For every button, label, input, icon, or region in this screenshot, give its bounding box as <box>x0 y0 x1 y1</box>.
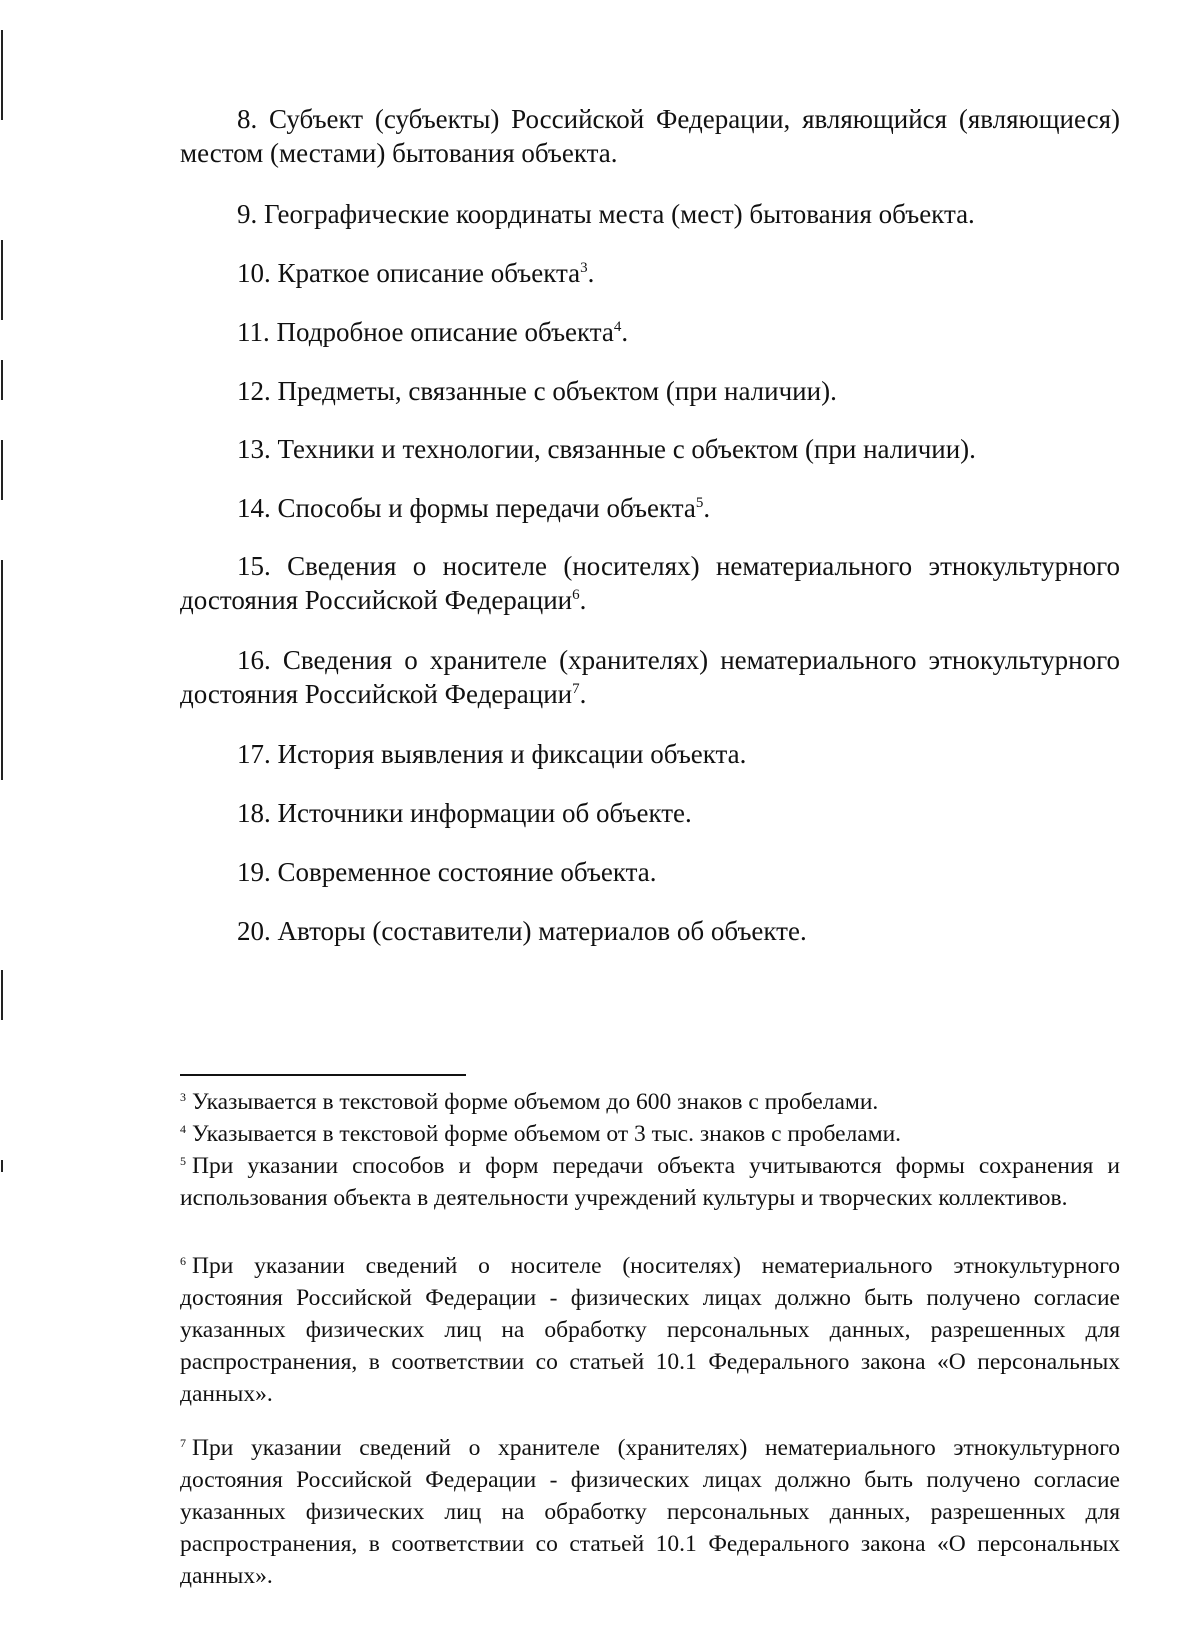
footnote-text: Указывается в текстовой форме объемом до 600 знаков с пробелами. <box>192 1089 879 1115</box>
list-item-text: 13. Техники и технологии, связанные с объектом (при наличии). <box>237 434 976 464</box>
footnote-text: Указывается в текстовой форме объемом от 3 тыс. знаков с пробелами. <box>192 1121 902 1147</box>
footnote-text: При указании способов и форм передачи объекта учитываются формы сохранения и использования объекта в деятельности учреждений культуры и творческих коллективов. <box>180 1153 1120 1211</box>
footnote-ref: 3 <box>580 260 588 276</box>
list-item-text: 17. История выявления и фиксации объекта. <box>237 739 747 769</box>
list-item-text: 8. Субъект (субъекты) Российской Федерации, являющийся (являющиеся) местом (местами) бытования объекта. <box>180 104 1120 168</box>
scan-edge-mark <box>1 30 3 120</box>
list-item-8 <box>180 102 1120 170</box>
list-item-11 <box>180 315 1120 349</box>
scan-edge-mark <box>1 970 3 1020</box>
list-item-20 <box>180 914 1120 948</box>
footnote-5: 5 При указании способов и форм передачи объекта учитываются формы сохранения и использования объекта в деятельности учреждений культуры и творческих коллективов. <box>180 1153 1120 1211</box>
list-item-end: . <box>579 679 587 709</box>
list-item-text: 12. Предметы, связанные с объектом (при наличии). <box>237 376 837 406</box>
footnote-6: 6 При указании сведений о носителе (носителях) нематериального этнокультурного достояния Российской Федерации - физических лицах должно быть получено согласие указанных физических лиц на обработку персональных данных, разрешенных для распространения, в соответствии со статьей 10.1 Федерального закона «О персональных данных». <box>180 1253 1120 1407</box>
scan-edge-mark <box>1 440 3 500</box>
list-item-16 <box>180 643 1120 711</box>
footnote-3: 3 Указывается в текстовой форме объемом до 600 знаков с пробелами. <box>180 1089 879 1115</box>
footnote-text: При указании сведений о хранителе (хранителях) нематериального этнокультурного достояния Российской Федерации - физических лицах должно быть получено согласие указанных физических лиц на обработку персональных данных, разрешенных для распространения, в соответствии со статьей 10.1 Федерального закона «О персональных данных». <box>180 1435 1120 1589</box>
list-item-14 <box>180 491 1120 525</box>
scan-edge-mark <box>1 560 3 780</box>
list-item-15 <box>180 549 1120 617</box>
footnote-ref: 5 <box>695 495 704 511</box>
footnote-text: При указании сведений о носителе (носителях) нематериального этнокультурного достояния Российской Федерации - физических лицах должно быть получено согласие указанных физических лиц на обработку персональных данных, разрешенных для распространения, в соответствии со статьей 10.1 Федерального закона «О персональных данных». <box>180 1253 1120 1407</box>
list-item-13 <box>180 432 1120 466</box>
footnote-separator <box>180 1074 466 1076</box>
list-item-end: . <box>587 258 595 288</box>
list-item-10 <box>180 256 1120 290</box>
footnote-7: 7 При указании сведений о хранителе (хранителях) нематериального этнокультурного достояния Российской Федерации - физических лицах должно быть получено согласие указанных физических лиц на обработку персональных данных, разрешенных для распространения, в соответствии со статьей 10.1 Федерального закона «О персональных данных». <box>180 1435 1120 1589</box>
list-item-end: . <box>621 317 629 347</box>
list-item-17 <box>180 737 1120 771</box>
scan-edge-mark <box>1 360 3 400</box>
list-item-text: 15. Сведения о носителе (носителях) нематериального этнокультурного достояния Российской Федерации <box>180 551 1120 615</box>
footnote-ref: 4 <box>613 319 622 335</box>
list-item-text: 11. Подробное описание объекта <box>237 317 614 347</box>
list-item-end: . <box>703 493 711 523</box>
footnote-ref: 7 <box>572 681 580 697</box>
list-item-text: 19. Современное состояние объекта. <box>237 857 657 887</box>
list-item-text: 9. Географические координаты места (мест) бытования объекта. <box>237 199 975 229</box>
scan-edge-mark <box>1 240 3 320</box>
list-item-text: 20. Авторы (составители) материалов об объекте. <box>237 916 807 946</box>
list-item-end: . <box>579 585 587 615</box>
list-item-text: 14. Способы и формы передачи объекта <box>237 493 696 523</box>
list-item-9 <box>180 197 1120 231</box>
footnote-4: 4 Указывается в текстовой форме объемом от 3 тыс. знаков с пробелами. <box>180 1121 902 1147</box>
scan-edge-mark <box>1 1160 3 1172</box>
list-item-18 <box>180 796 1120 830</box>
list-item-text: 10. Краткое описание объекта <box>237 258 581 288</box>
list-item-text: 16. Сведения о хранителе (хранителях) нематериального этнокультурного достояния Российской Федерации <box>180 645 1120 709</box>
list-item-text: 18. Источники информации об объекте. <box>237 798 692 828</box>
list-item-12 <box>180 374 1120 408</box>
footnote-ref: 6 <box>572 587 580 603</box>
list-item-19 <box>180 855 1120 889</box>
